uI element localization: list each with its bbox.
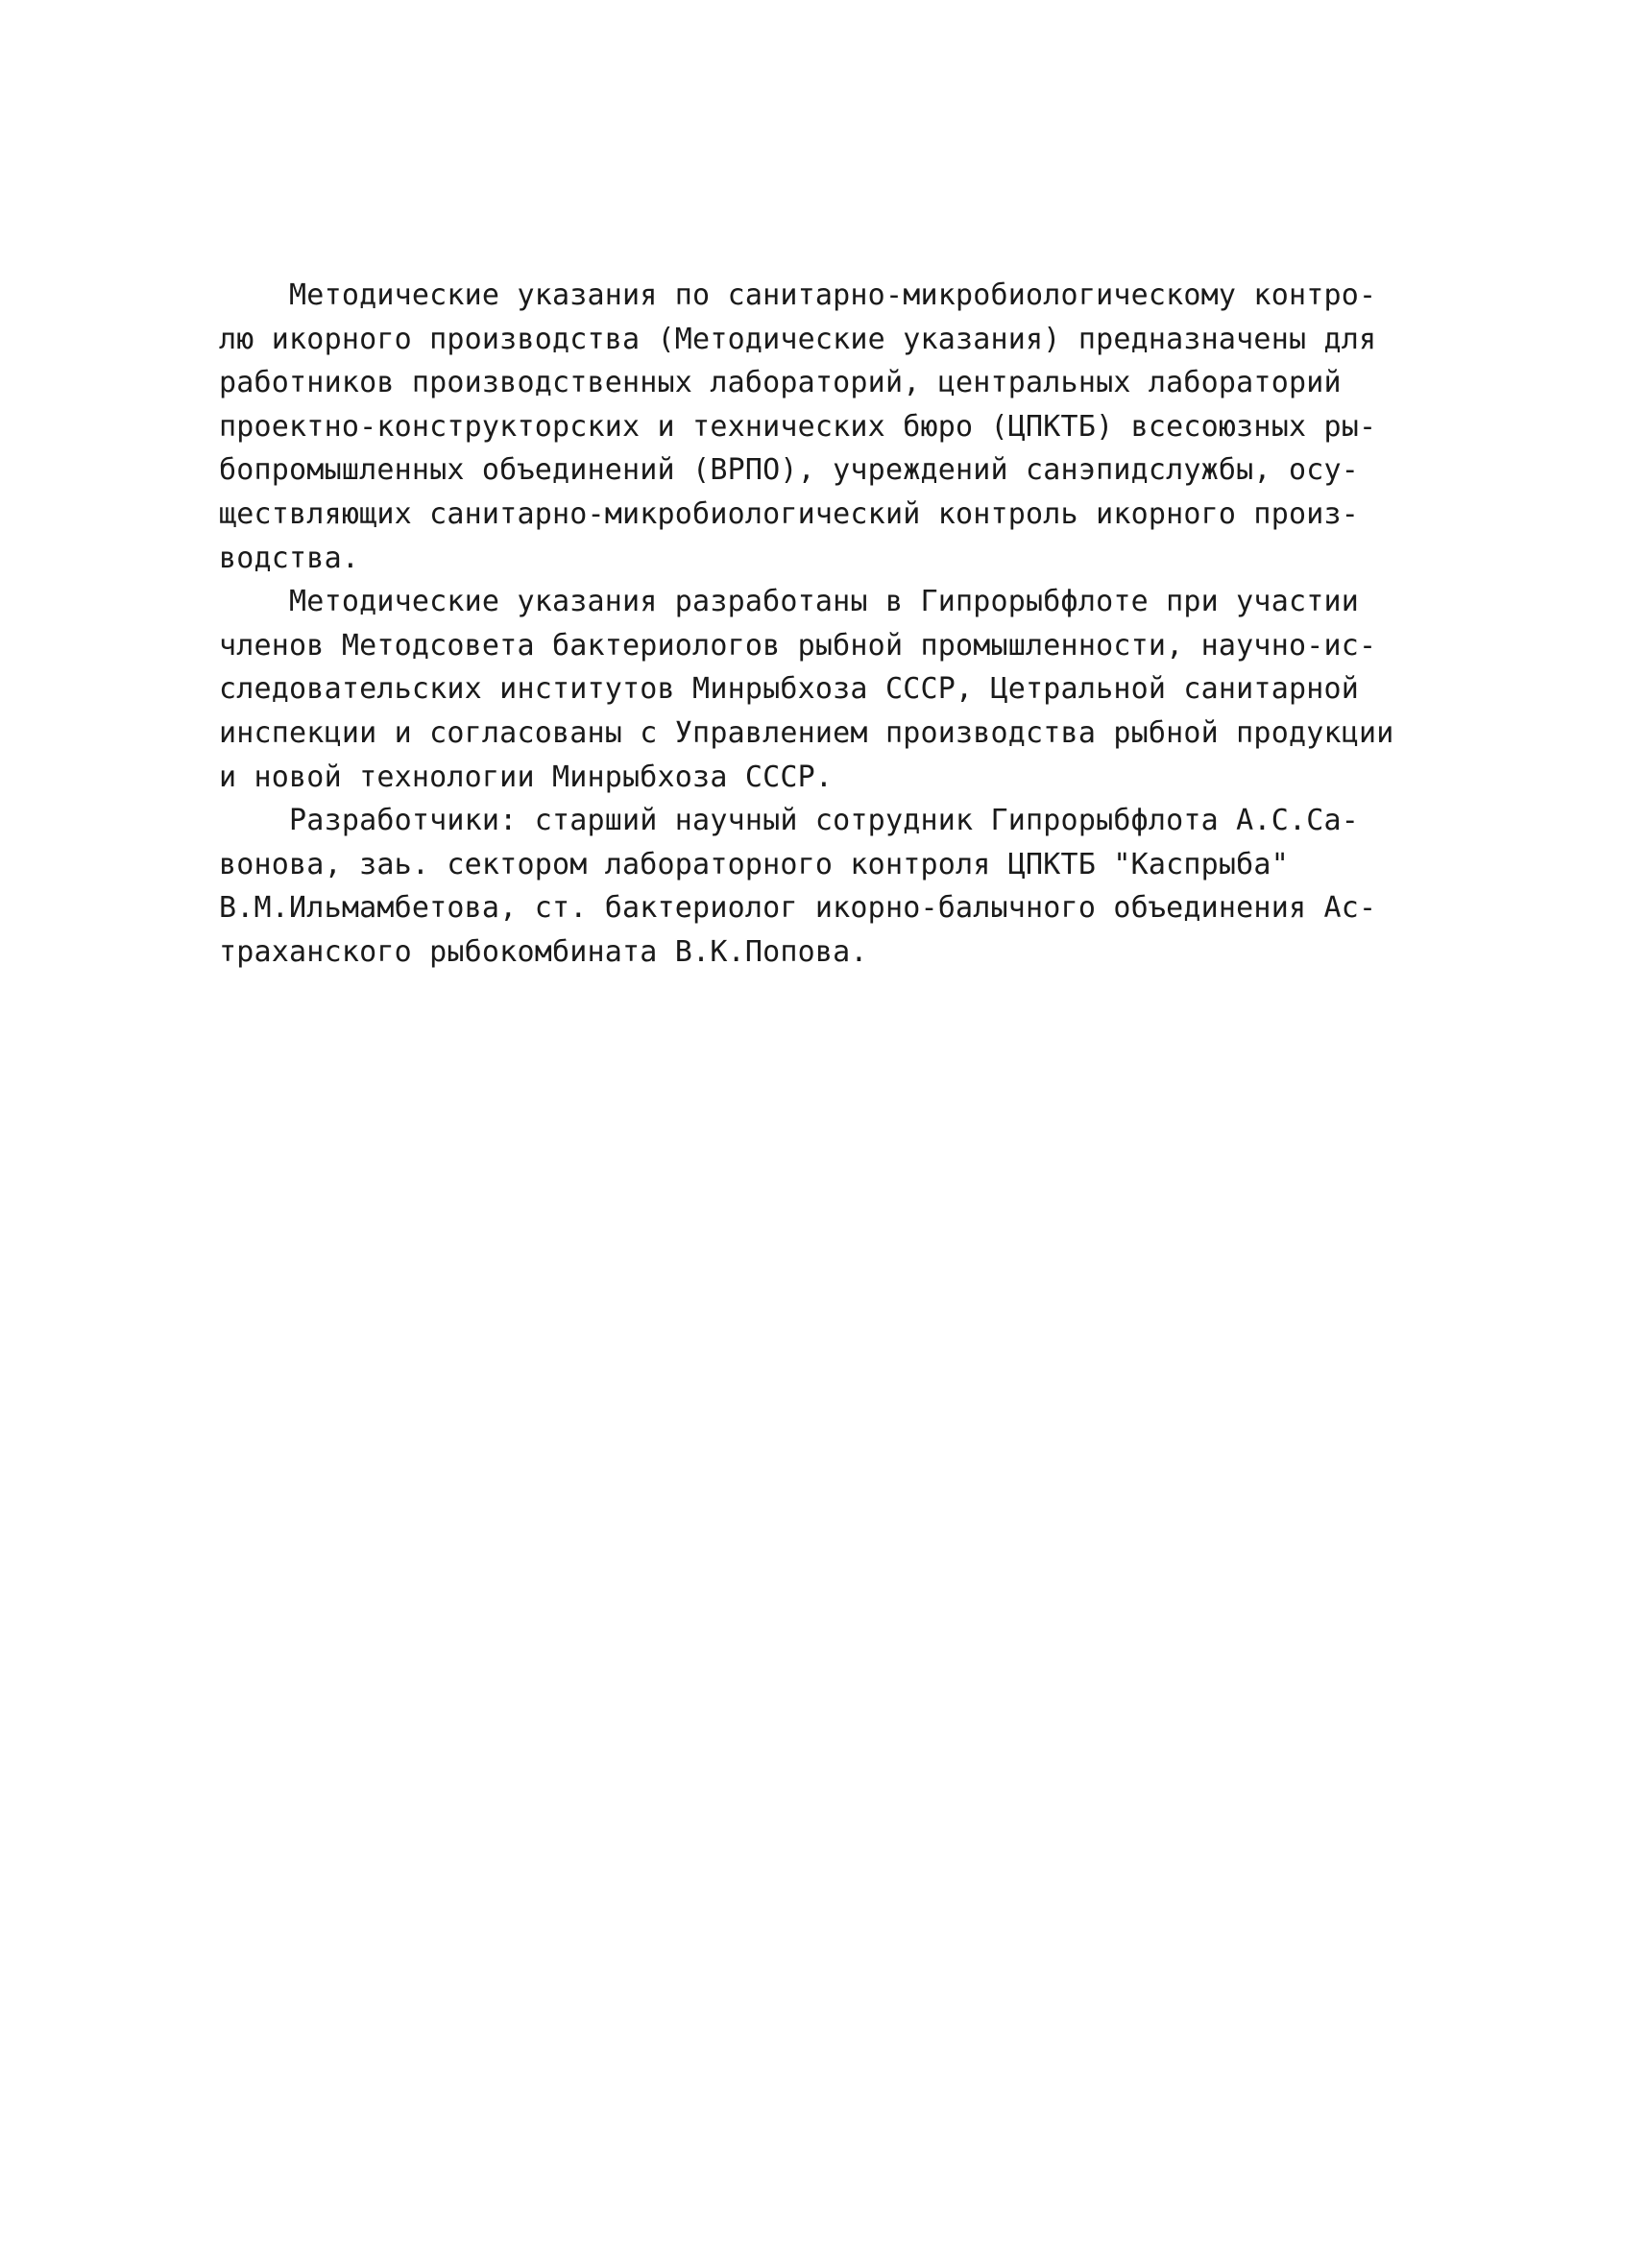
text-line: траханского рыбокомбината В.К.Попова. [219,934,868,969]
text-line: следовательских институтов Минрыбхоза СССР, Цетральной санитарной [219,672,1359,707]
text-line: работников производственных лабораторий, центральных лабораторий [219,366,1342,400]
document-text [219,274,1467,975]
text-line: Методические указания по санитарно-микробиологическому контро- [219,278,1377,312]
text-line: ществляющих санитарно-микробиологический контроль икорного произ- [219,496,1359,531]
text-line: инспекции и согласованы с Управлением производства рыбной продукции [219,715,1394,750]
text-line: вонова, заь. сектором лабораторного контроля ЦПКТБ "Каспрыба" [219,847,1289,881]
text-line: водства. [219,541,360,575]
paragraph-authors [219,799,1467,974]
text-line: бопромышленных объединений (ВРПО), учреждений санэпидслужбы, осу- [219,453,1359,488]
paragraph-development [219,580,1467,799]
text-line: и новой технологии Минрыбхоза СССР. [219,760,834,794]
text-line: Методические указания разработаны в Гипрорыбфлоте при участии [219,585,1359,619]
text-line: членов Методсовета бактериологов рыбной промышленности, научно-ис- [219,628,1377,663]
paragraph-purpose [219,274,1467,580]
text-line: Разработчики: старший научный сотрудник Гипрорыбфлота А.С.Са- [219,804,1359,838]
text-line: лю икорного производства (Методические указания) предназначены для [219,322,1377,356]
text-line: проектно-конструкторских и технических бюро (ЦПКТБ) всесоюзных ры- [219,409,1377,444]
text-line: В.М.Ильмамбетова, ст. бактериолог икорно-балычного объединения Ас- [219,891,1377,926]
